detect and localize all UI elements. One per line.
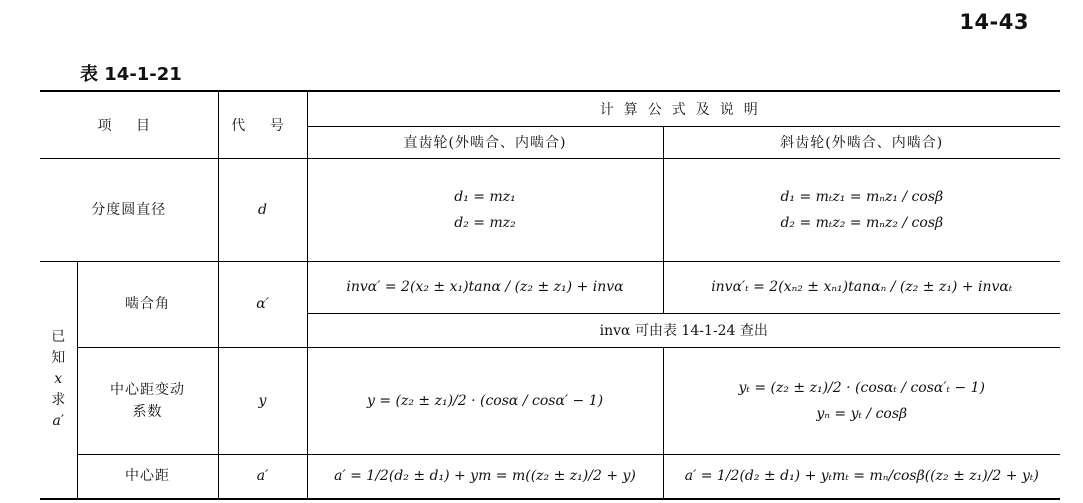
row-center-distance-item: 中心距	[77, 454, 218, 499]
row-pitch-diameter-item: 分度圆直径	[40, 158, 218, 261]
header-code: 代 号	[218, 91, 307, 158]
center-shift-item-line: 中心距变动	[110, 381, 185, 398]
side-label-char: x	[54, 371, 63, 388]
row-center-shift-helical	[663, 347, 1060, 454]
header-helical: 斜齿轮(外啮合、内啮合)	[663, 126, 1060, 158]
table-title: 表 14-1-21	[80, 64, 182, 85]
side-label	[40, 261, 77, 499]
side-label-char: a′	[52, 413, 65, 430]
row-pitch-diameter-spur	[307, 158, 663, 261]
header-spur: 直齿轮(外啮合、内啮合)	[307, 126, 663, 158]
side-label-char: 知	[51, 350, 66, 367]
row-mesh-angle-helical: invα′ₜ = 2(xₙ₂ ± xₙ₁)tanαₙ / (z₂ ± z₁) + invαₜ	[663, 261, 1060, 313]
row-pitch-diameter-helical	[663, 158, 1060, 261]
row-center-shift-code: y	[218, 347, 307, 454]
header-calc: 计算公式及说明	[307, 91, 1060, 126]
spur-d2-formula: d₂ = mz₂	[454, 214, 516, 231]
row-pitch-diameter-code: d	[218, 158, 307, 261]
header-item: 项 目	[40, 91, 218, 158]
center-shift-item-line: 系数	[132, 403, 163, 420]
row-mesh-angle-code: α′	[218, 261, 307, 347]
helical-d1-formula: d₁ = mₜz₁ = mₙz₁ / cosβ	[780, 188, 944, 205]
row-center-shift-spur: y = (z₂ ± z₁)/2 · (cosα / cosα′ − 1)	[307, 347, 663, 454]
page-number: 14-43	[959, 10, 1029, 34]
formula-table	[40, 90, 1060, 500]
helical-yt-formula: yₜ = (z₂ ± z₁)/2 · (cosαₜ / cosα′ₜ − 1)	[738, 379, 985, 396]
side-label-char: 求	[51, 392, 66, 409]
row-center-distance-code: a′	[218, 454, 307, 499]
spur-d1-formula: d₁ = mz₁	[454, 188, 516, 205]
row-mesh-angle-spur: invα′ = 2(x₂ ± x₁)tanα / (z₂ ± z₁) + invα	[307, 261, 663, 313]
row-mesh-angle-item: 啮合角	[77, 261, 218, 347]
helical-d2-formula: d₂ = mₜz₂ = mₙz₂ / cosβ	[780, 214, 944, 231]
helical-yn-formula: yₙ = yₜ / cosβ	[816, 405, 908, 422]
row-center-distance-helical: a′ = 1/2(d₂ ± d₁) + yₜmₜ = mₙ/cosβ((z₂ ± z₁)/2 + yₜ)	[663, 454, 1060, 499]
row-mesh-angle-note: invα 可由表 14-1-24 查出	[307, 313, 1060, 347]
row-center-shift-item	[77, 347, 218, 454]
row-center-distance-spur: a′ = 1/2(d₂ ± d₁) + ym = m((z₂ ± z₁)/2 + y)	[307, 454, 663, 499]
side-label-char: 已	[51, 329, 66, 346]
